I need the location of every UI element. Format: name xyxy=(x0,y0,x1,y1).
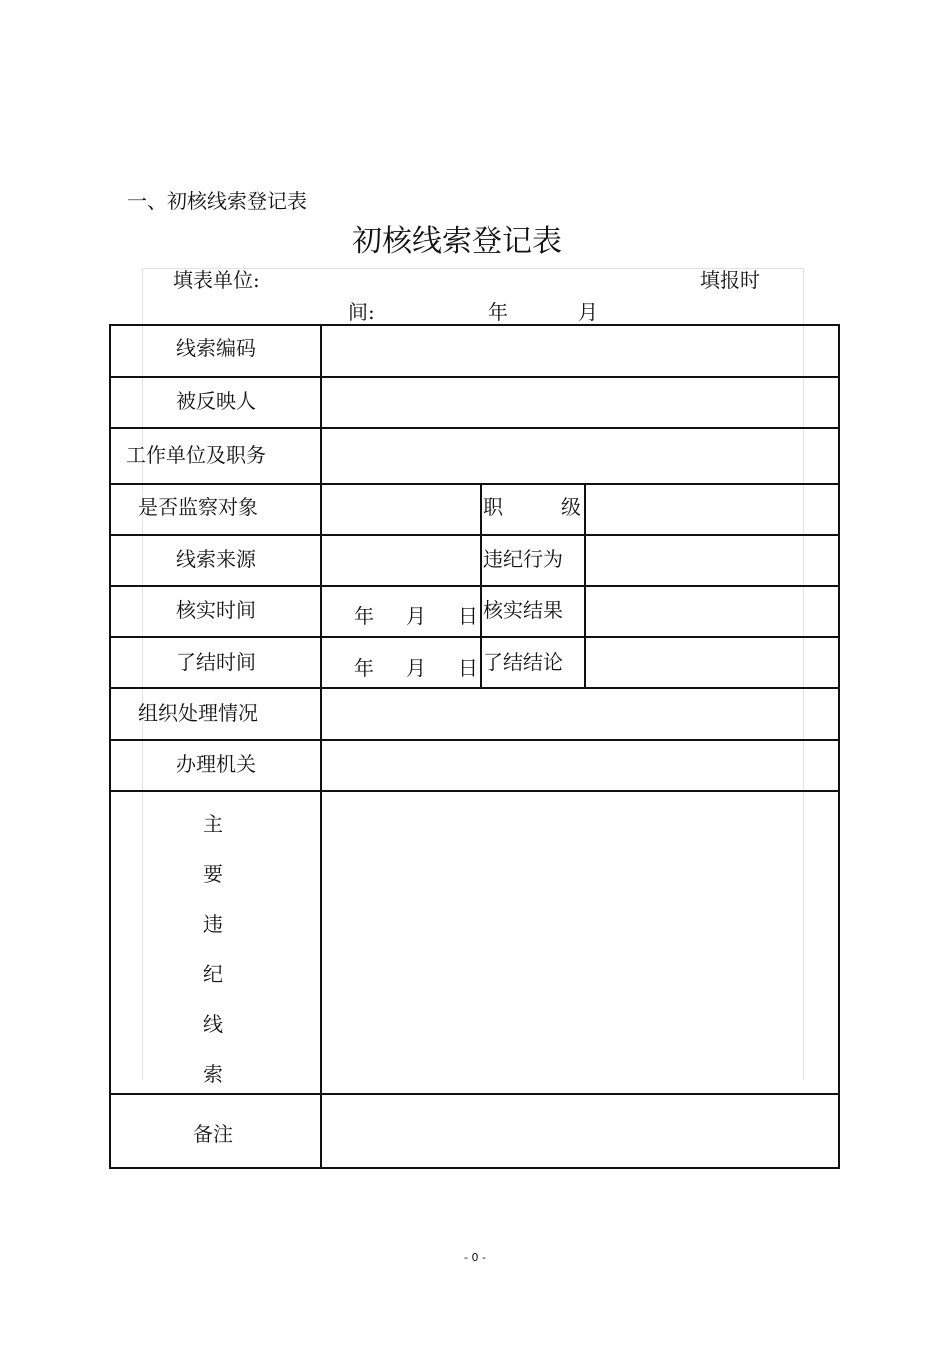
label-remarks: 备注 xyxy=(193,1122,233,1146)
report-time-label-cont: 间: xyxy=(348,300,375,324)
field-close-conclusion[interactable] xyxy=(586,638,838,687)
label-main-clues-char: 要 xyxy=(203,862,223,886)
label-handling-agency: 办理机关 xyxy=(176,752,256,776)
field-verify-result[interactable] xyxy=(586,587,838,636)
month-label: 月 xyxy=(578,300,598,324)
report-time-label: 填报时 xyxy=(700,268,760,292)
label-rank-part1: 职 xyxy=(483,495,503,519)
label-work-unit-position: 工作单位及职务 xyxy=(126,443,266,467)
field-clue-code[interactable] xyxy=(322,326,838,376)
field-handling-agency[interactable] xyxy=(322,741,838,790)
label-main-clues-char: 主 xyxy=(203,812,223,836)
field-reported-person[interactable] xyxy=(322,378,838,427)
label-main-clues-char: 违 xyxy=(203,912,223,936)
label-org-handling: 组织处理情况 xyxy=(138,701,258,725)
label-reported-person: 被反映人 xyxy=(176,389,256,413)
field-org-handling[interactable] xyxy=(322,689,838,739)
field-rank[interactable] xyxy=(586,485,838,534)
label-clue-source: 线索来源 xyxy=(176,547,256,571)
close-year-unit: 年 xyxy=(354,656,374,680)
label-main-clues-char: 索 xyxy=(203,1062,223,1086)
year-label: 年 xyxy=(488,300,508,324)
label-rank-part2: 级 xyxy=(561,495,581,519)
label-main-clues-char: 纪 xyxy=(203,962,223,986)
label-verify-result: 核实结果 xyxy=(483,598,563,622)
label-clue-code: 线索编码 xyxy=(176,336,256,360)
verify-day-unit: 日 xyxy=(458,604,478,628)
verify-month-unit: 月 xyxy=(406,604,426,628)
label-close-conclusion: 了结结论 xyxy=(483,650,563,674)
label-violation: 违纪行为 xyxy=(483,547,563,571)
field-clue-source[interactable] xyxy=(322,536,480,585)
field-remarks[interactable] xyxy=(322,1095,838,1167)
label-close-time: 了结时间 xyxy=(176,650,256,674)
label-is-supervised: 是否监察对象 xyxy=(138,495,258,519)
section-heading: 一、初核线索登记表 xyxy=(127,189,307,213)
field-work-unit-position[interactable] xyxy=(322,429,838,483)
close-day-unit: 日 xyxy=(458,656,478,680)
verify-year-unit: 年 xyxy=(354,604,374,628)
field-main-clues[interactable] xyxy=(322,792,838,1093)
page-number: - 0 - xyxy=(464,1251,486,1264)
close-month-unit: 月 xyxy=(406,656,426,680)
label-main-clues-char: 线 xyxy=(203,1012,223,1036)
form-title: 初核线索登记表 xyxy=(352,224,562,259)
field-is-supervised[interactable] xyxy=(322,485,480,534)
fill-unit-label: 填表单位: xyxy=(173,268,260,292)
label-verify-time: 核实时间 xyxy=(176,598,256,622)
field-violation[interactable] xyxy=(586,536,838,585)
